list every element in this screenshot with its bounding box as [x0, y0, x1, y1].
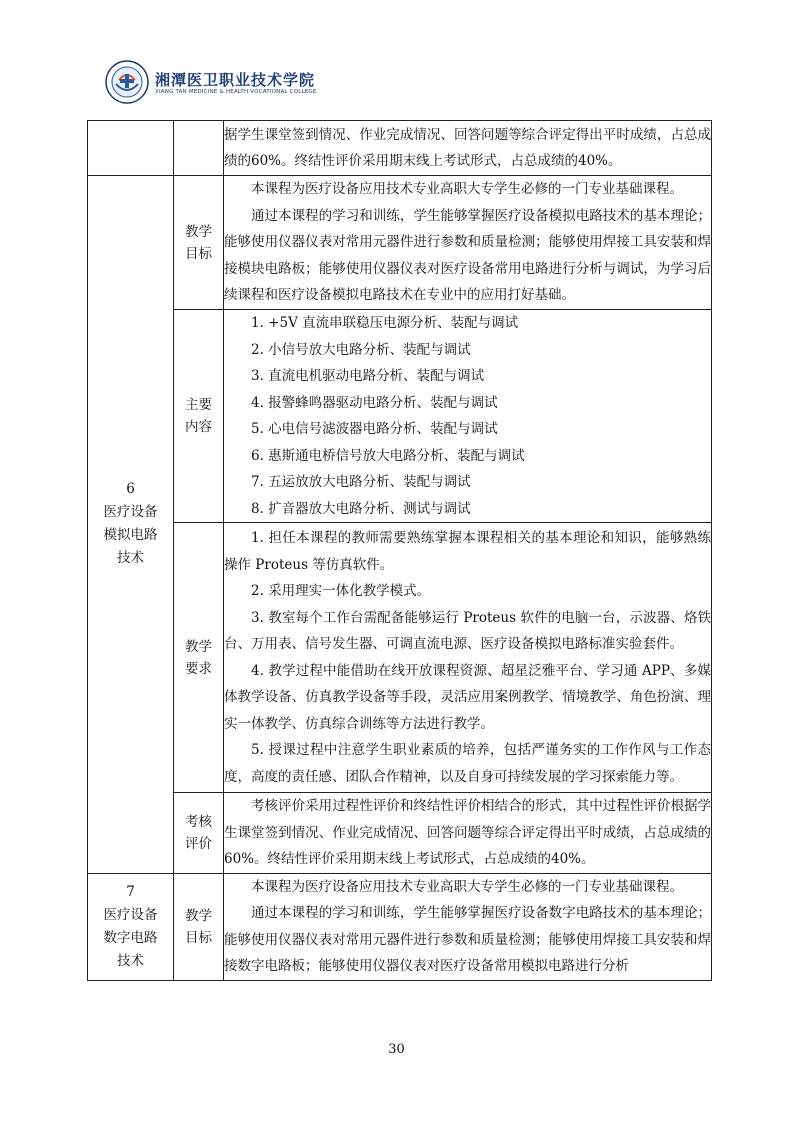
course-name-line: 技术	[117, 550, 144, 567]
goal-label-cell	[174, 176, 224, 310]
course-name-line: 模拟电路	[103, 527, 158, 544]
course-7-title-cell	[88, 873, 174, 980]
goal-text-cell	[224, 176, 712, 310]
table-row	[88, 310, 712, 523]
goal-label: 教学	[185, 907, 212, 924]
table-row	[88, 873, 712, 980]
goal-label: 教学	[185, 223, 212, 240]
eval-label: 考核	[185, 813, 212, 830]
req-paragraph: 5. 授课过程中注意学生职业素质的培养，包括严谨务实的工作作风与工作态度，高度的责任感、团队合作精神，以及自身可持续发展的学习探索能力等。	[224, 742, 711, 785]
label-cell-empty	[174, 121, 224, 176]
course-name-line: 医疗设备	[103, 504, 158, 521]
goal-label: 目标	[185, 245, 212, 262]
college-name: 湘潭医卫职业技术学院	[155, 71, 316, 89]
eval-continuation-text: 据学生课堂签到情况、作业完成情况、回答问题等综合评定得出平时成绩，占总成绩的60%。终结性评价采用期末线上考试形式，占总成绩的40%。	[224, 126, 711, 169]
goal-paragraph: 本课程为医疗设备应用技术专业高职大专学生必修的一门专业基础课程。	[251, 878, 683, 895]
list-item: 8. 扩音器放大电路分析、测试与调试	[251, 500, 471, 517]
list-item: 7. 五运放放大电路分析、装配与调试	[251, 474, 471, 490]
eval-label-cell	[174, 793, 224, 874]
req-paragraph: 1. 担任本课程的教师需要熟练掌握本课程相关的基本理论和知识，能够熟练操作 Proteus 等仿真软件。	[224, 530, 711, 573]
table-row	[88, 176, 712, 310]
course-cell-empty	[88, 121, 174, 176]
course-name-line: 数字电路	[103, 929, 158, 946]
page-number: 30	[388, 1042, 405, 1057]
goal-label-cell	[174, 873, 224, 980]
eval-paragraph: 考核评价采用过程性评价和终结性评价相结合的形式，其中过程性评价根据学生课堂签到情况、作业完成情况、回答问题等综合评定得出平时成绩，占总成绩的60%。终结性评价采用期末线上考试形式，占总成绩的40%。	[224, 798, 711, 867]
eval-continuation-cell	[224, 121, 712, 176]
list-item: 3. 直流电机驱动电路分析、装配与调试	[251, 368, 485, 384]
req-text-cell	[224, 523, 712, 793]
table-row	[88, 793, 712, 874]
req-label-cell	[174, 523, 224, 793]
table-row	[88, 523, 712, 793]
content-label: 主要	[185, 397, 212, 413]
goal-paragraph: 通过本课程的学习和训练，学生能够掌握医疗设备模拟电路技术的基本理论；能够使用仪器仪表对常用元器件进行参数和质量检测；能够使用焊接工具安装和焊接模块电路板；能够使用仪器仪表对医疗设备常用电路进行分析与调试，为学习后续课程和医疗设备模拟电路技术在专业中的应用打好基础。	[224, 207, 711, 304]
eval-label: 评价	[185, 835, 212, 852]
goal-text-cell	[224, 873, 712, 980]
list-item: 2. 小信号放大电路分析、装配与调试	[251, 341, 471, 358]
goal-paragraph: 本课程为医疗设备应用技术专业高职大专学生必修的一门专业基础课程。	[251, 181, 683, 198]
eval-text-cell	[224, 793, 712, 874]
course-name-line: 医疗设备	[103, 906, 158, 923]
course-name-line: 技术	[117, 952, 144, 969]
list-item: 5. 心电信号滤波器电路分析、装配与调试	[251, 421, 498, 437]
req-label: 要求	[185, 660, 212, 677]
req-paragraph: 4. 教学过程中能借助在线开放课程资源、超星泛雅平台、学习通 APP、多媒体教学设备、仿真教学设备等手段，灵活应用案例教学、情境教学、角色扮演、理实一体教学、仿真综合训练等方法进行教学。	[224, 662, 711, 732]
college-name-en: XIANG TAN MEDICINE & HEALTH VOCATIONAL COLLEGE	[155, 89, 317, 95]
req-paragraph: 2. 采用理实一体化教学模式。	[251, 583, 431, 599]
list-item: 1. +5V 直流串联稳压电源分析、装配与调试	[251, 315, 519, 331]
list-item: 6. 惠斯通电桥信号放大电路分析、装配与调试	[251, 447, 525, 464]
course-number: 6	[126, 481, 135, 498]
content-list-cell	[224, 310, 712, 523]
page-header	[105, 60, 425, 110]
req-label: 教学	[185, 638, 212, 655]
content-label-cell	[174, 310, 224, 523]
course-table	[87, 120, 712, 981]
college-logo-icon	[105, 60, 149, 104]
req-paragraph: 3. 教室每个工作台需配备能够运行 Proteus 软件的电脑一台，示波器、烙铁台、万用表、信号发生器、可调直流电源、医疗设备模拟电路标准实验套件。	[224, 609, 711, 652]
content-label: 内容	[185, 419, 212, 435]
course-6-title-cell	[88, 176, 174, 874]
table-row	[88, 121, 712, 176]
course-number: 7	[126, 883, 135, 900]
list-item: 4. 报警蜂鸣器驱动电路分析、装配与调试	[251, 394, 498, 411]
goal-label: 目标	[185, 929, 212, 946]
goal-paragraph: 通过本课程的学习和训练，学生能够掌握医疗设备数字电路技术的基本理论；能够使用仪器仪表对常用元器件进行参数和质量检测；能够使用焊接工具安装和焊接数字电路板；能够使用仪器仪表对医疗设备常用模拟电路进行分析	[224, 905, 711, 974]
